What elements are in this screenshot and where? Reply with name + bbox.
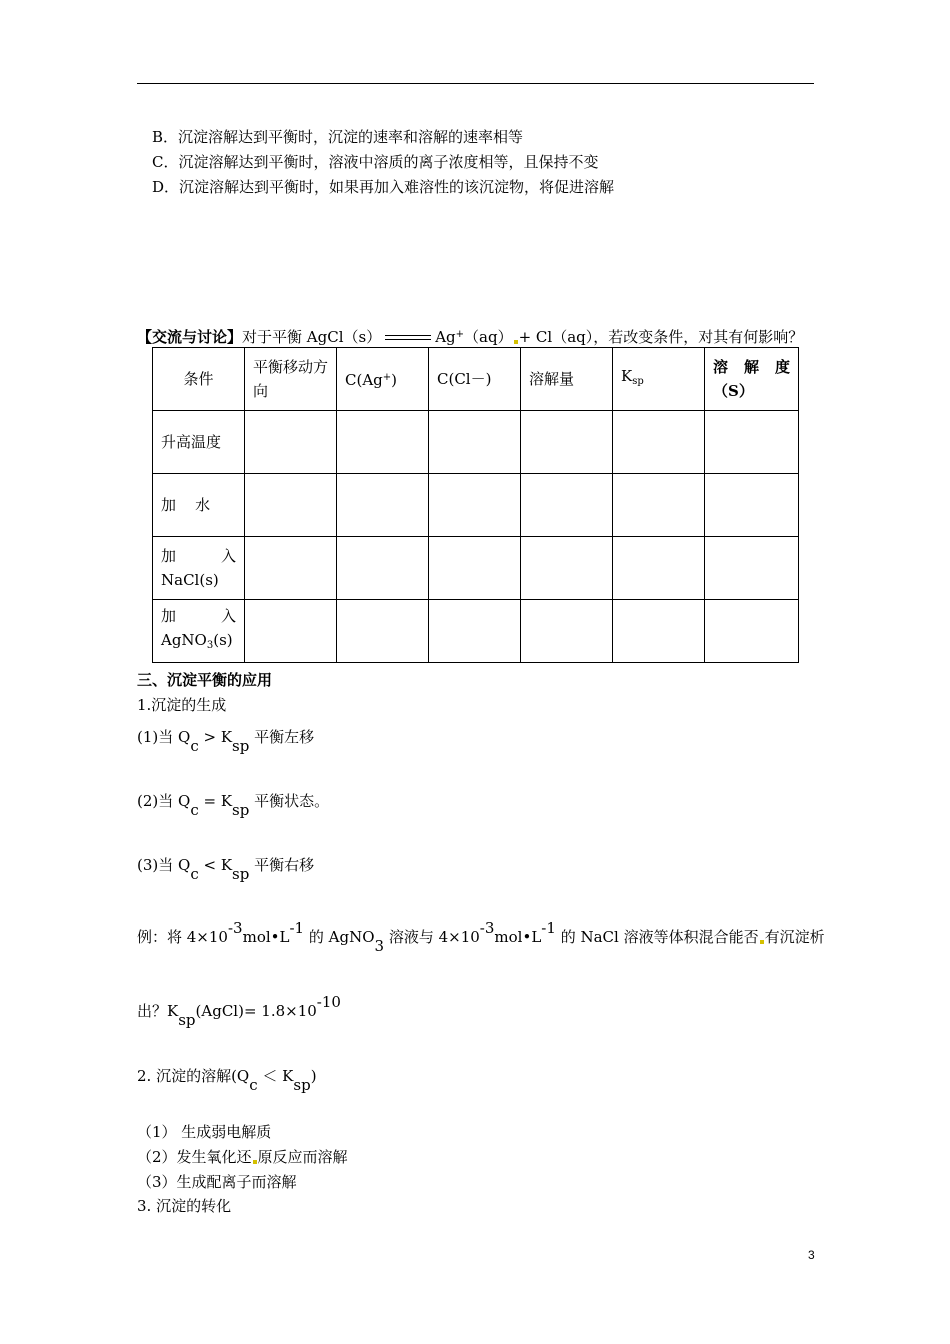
mark-dot-icon xyxy=(253,1160,257,1164)
option-b: B．沉淀溶解达到平衡时，沉淀的速率和溶解的速率相等 xyxy=(152,128,524,146)
row-label-heat: 升高温度 xyxy=(153,411,245,474)
header-c-ag: C(Ag+) xyxy=(337,348,429,411)
discussion-tag: 【交流与讨论】 xyxy=(137,328,243,346)
header-c-cl: C(Cl－) xyxy=(429,348,521,411)
example-line-2: 出？Ksp(AgCl)= 1.8×10-10 xyxy=(137,993,341,1029)
header-condition: 条件 xyxy=(153,348,245,411)
table-row xyxy=(153,474,799,537)
header-shift: 平衡移动方向 xyxy=(245,348,337,411)
equilibrium-arrow-icon xyxy=(385,333,431,343)
page-number: 3 xyxy=(808,1248,815,1262)
table-row xyxy=(153,600,799,663)
header-solubility: 溶解度 （S） xyxy=(705,348,799,411)
option-d: D．沉淀溶解达到平衡时，如果再加入难溶性的该沉淀物，将促进溶解 xyxy=(152,178,615,196)
sub-item-3: （3）生成配离子而溶解 xyxy=(137,1173,297,1191)
item-2-heading: 2. 沉淀的溶解(Qc ＜ Ksp) xyxy=(137,1067,317,1094)
section-title: 三、沉淀平衡的应用 xyxy=(137,671,273,689)
mark-dot-icon xyxy=(760,940,764,944)
equilibrium-table xyxy=(152,347,799,663)
table-row xyxy=(153,537,799,600)
condition-line-3: (3)当 Qc < Ksp 平衡右移 xyxy=(137,856,315,883)
header-rule xyxy=(137,83,814,84)
example-line-1: 例：将 4×10-3mol•L-1 的 AgNO3 溶液与 4×10-3mol•L-1 的 NaCl 溶液等体积混合能否 有沉淀析 xyxy=(137,919,825,955)
item-1-heading: 1.沉淀的生成 xyxy=(137,696,227,714)
row-label-agno3: 加 入 AgNO$_3$(s) xyxy=(153,600,245,663)
item-3-heading: 3. 沉淀的转化 xyxy=(137,1197,232,1215)
header-ksp: $K_{sp}$ xyxy=(613,348,705,411)
table-header-row xyxy=(153,348,799,411)
condition-line-1: (1)当 Qc > Ksp 平衡左移 xyxy=(137,728,315,755)
sub-item-2: （2）发生氧化还 原反应而溶解 xyxy=(137,1148,348,1166)
header-amount: 溶解量 xyxy=(521,348,613,411)
row-label-nacl: 加 入 NaCl(s) xyxy=(153,537,245,600)
option-c: C．沉淀溶解达到平衡时，溶液中溶质的离子浓度相等，且保持不变 xyxy=(152,153,599,171)
mark-dot-icon xyxy=(514,340,518,344)
condition-line-2: (2)当 Qc = Ksp 平衡状态。 xyxy=(137,792,330,819)
table-row xyxy=(153,411,799,474)
sub-item-1: （1） 生成弱电解质 xyxy=(137,1123,272,1141)
discussion-line: 【交流与讨论】对于平衡 AgCl（s） Ag+（aq） + Cl（aq），若改变条件，对其有何影响？ xyxy=(137,328,804,346)
row-label-water: 加 水 xyxy=(153,474,245,537)
